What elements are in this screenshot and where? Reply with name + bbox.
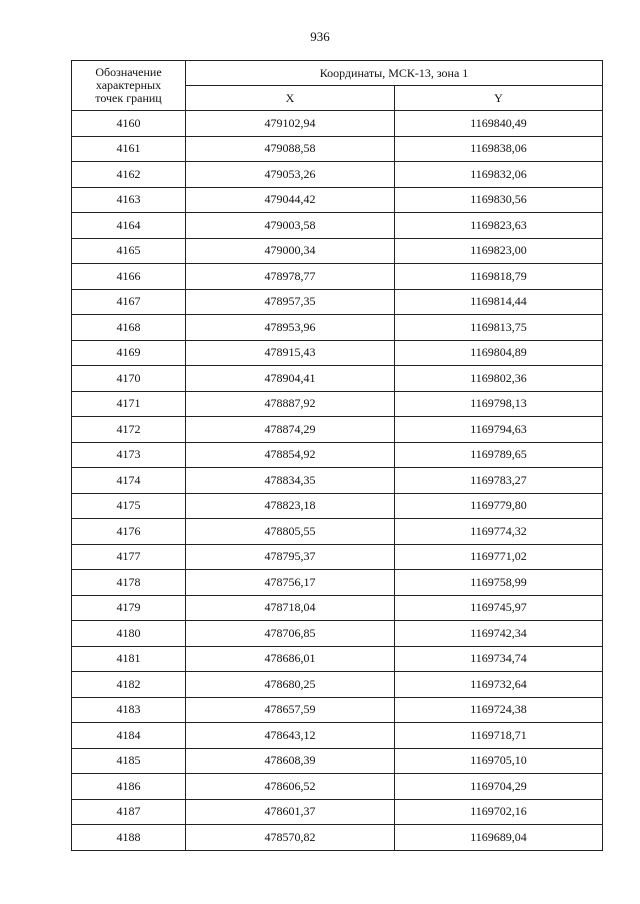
y-column-header: Y: [395, 86, 603, 111]
x-coordinate-cell: 479003,58: [186, 213, 395, 239]
x-coordinate-cell: 478795,37: [186, 544, 395, 570]
x-coordinate-cell: 478643,12: [186, 723, 395, 749]
table-row: [72, 238, 603, 264]
y-coordinate-cell: 1169779,80: [395, 493, 603, 519]
x-coordinate-cell: 478823,18: [186, 493, 395, 519]
point-id-cell: 4165: [72, 238, 186, 264]
x-coordinate-cell: 478904,41: [186, 366, 395, 392]
x-coordinate-cell: 478570,82: [186, 825, 395, 851]
x-coordinate-cell: 479044,42: [186, 187, 395, 213]
y-coordinate-cell: 1169724,38: [395, 697, 603, 723]
x-coordinate-cell: 478706,85: [186, 621, 395, 647]
point-id-cell: 4188: [72, 825, 186, 851]
point-id-cell: 4171: [72, 391, 186, 417]
point-id-cell: 4174: [72, 468, 186, 494]
y-coordinate-cell: 1169802,36: [395, 366, 603, 392]
point-id-cell: 4166: [72, 264, 186, 290]
y-coordinate-cell: 1169771,02: [395, 544, 603, 570]
point-id-cell: 4176: [72, 519, 186, 545]
x-coordinate-cell: 479102,94: [186, 111, 395, 137]
x-coordinate-cell: 479088,58: [186, 136, 395, 162]
table-row: [72, 442, 603, 468]
table-row: [72, 595, 603, 621]
point-id-cell: 4184: [72, 723, 186, 749]
point-id-cell: 4172: [72, 417, 186, 443]
y-coordinate-cell: 1169798,13: [395, 391, 603, 417]
x-coordinate-cell: 479000,34: [186, 238, 395, 264]
table-row: [72, 799, 603, 825]
table-row: [72, 621, 603, 647]
x-coordinate-cell: 478601,37: [186, 799, 395, 825]
y-coordinate-cell: 1169774,32: [395, 519, 603, 545]
point-id-cell: 4177: [72, 544, 186, 570]
table-row: [72, 162, 603, 188]
y-coordinate-cell: 1169794,63: [395, 417, 603, 443]
x-column-header: X: [186, 86, 395, 111]
x-coordinate-cell: 478657,59: [186, 697, 395, 723]
x-coordinate-cell: 478953,96: [186, 315, 395, 341]
point-id-cell: 4170: [72, 366, 186, 392]
y-coordinate-cell: 1169705,10: [395, 748, 603, 774]
table-row: [72, 519, 603, 545]
coordinates-table: [71, 60, 603, 851]
table-row: [72, 570, 603, 596]
y-coordinate-cell: 1169689,04: [395, 825, 603, 851]
point-header-line-1: Обозначение: [95, 65, 162, 79]
point-id-cell: 4183: [72, 697, 186, 723]
x-coordinate-cell: 478854,92: [186, 442, 395, 468]
point-header-line-3: точек границ: [95, 91, 162, 105]
table-row: [72, 417, 603, 443]
point-id-cell: 4169: [72, 340, 186, 366]
point-id-cell: 4185: [72, 748, 186, 774]
point-id-cell: 4168: [72, 315, 186, 341]
point-id-cell: 4167: [72, 289, 186, 315]
y-coordinate-cell: 1169830,56: [395, 187, 603, 213]
y-coordinate-cell: 1169732,64: [395, 672, 603, 698]
x-coordinate-cell: 478756,17: [186, 570, 395, 596]
table-row: [72, 672, 603, 698]
y-coordinate-cell: 1169702,16: [395, 799, 603, 825]
y-coordinate-cell: 1169742,34: [395, 621, 603, 647]
y-coordinate-cell: 1169823,63: [395, 213, 603, 239]
table-row: [72, 264, 603, 290]
y-coordinate-cell: 1169818,79: [395, 264, 603, 290]
point-id-cell: 4161: [72, 136, 186, 162]
x-coordinate-cell: 478957,35: [186, 289, 395, 315]
y-coordinate-cell: 1169745,97: [395, 595, 603, 621]
y-coordinate-cell: 1169838,06: [395, 136, 603, 162]
y-coordinate-cell: 1169734,74: [395, 646, 603, 672]
y-coordinate-cell: 1169804,89: [395, 340, 603, 366]
x-coordinate-cell: 478686,01: [186, 646, 395, 672]
point-id-cell: 4182: [72, 672, 186, 698]
point-id-cell: 4163: [72, 187, 186, 213]
point-id-cell: 4180: [72, 621, 186, 647]
point-id-cell: 4160: [72, 111, 186, 137]
y-coordinate-cell: 1169718,71: [395, 723, 603, 749]
table-row: [72, 289, 603, 315]
point-id-cell: 4164: [72, 213, 186, 239]
x-coordinate-cell: 478805,55: [186, 519, 395, 545]
table-row: [72, 391, 603, 417]
table-row: [72, 493, 603, 519]
x-coordinate-cell: 478606,52: [186, 774, 395, 800]
table-row: [72, 646, 603, 672]
x-coordinate-cell: 478680,25: [186, 672, 395, 698]
point-designation-header: [72, 61, 186, 111]
y-coordinate-cell: 1169823,00: [395, 238, 603, 264]
y-coordinate-cell: 1169840,49: [395, 111, 603, 137]
y-coordinate-cell: 1169704,29: [395, 774, 603, 800]
table-row: [72, 187, 603, 213]
table-row: [72, 825, 603, 851]
y-coordinate-cell: 1169832,06: [395, 162, 603, 188]
point-id-cell: 4186: [72, 774, 186, 800]
x-coordinate-cell: 478718,04: [186, 595, 395, 621]
coordinates-group-header: Координаты, МСК-13, зона 1: [186, 61, 603, 86]
point-id-cell: 4179: [72, 595, 186, 621]
table-row: [72, 136, 603, 162]
y-coordinate-cell: 1169783,27: [395, 468, 603, 494]
point-id-cell: 4162: [72, 162, 186, 188]
point-header-line-2: характерных: [95, 78, 162, 92]
x-coordinate-cell: 478834,35: [186, 468, 395, 494]
point-id-cell: 4181: [72, 646, 186, 672]
point-id-cell: 4175: [72, 493, 186, 519]
table-row: [72, 366, 603, 392]
y-coordinate-cell: 1169813,75: [395, 315, 603, 341]
x-coordinate-cell: 478887,92: [186, 391, 395, 417]
table-row: [72, 697, 603, 723]
y-coordinate-cell: 1169758,99: [395, 570, 603, 596]
table-body: [72, 111, 603, 851]
table-row: [72, 544, 603, 570]
y-coordinate-cell: 1169789,65: [395, 442, 603, 468]
page-number: 936: [310, 29, 330, 44]
x-coordinate-cell: 479053,26: [186, 162, 395, 188]
x-coordinate-cell: 478874,29: [186, 417, 395, 443]
x-coordinate-cell: 478978,77: [186, 264, 395, 290]
table-row: [72, 340, 603, 366]
x-coordinate-cell: 478608,39: [186, 748, 395, 774]
table-row: [72, 748, 603, 774]
point-id-cell: 4173: [72, 442, 186, 468]
table-row: [72, 111, 603, 137]
table-header: [72, 61, 603, 111]
table-row: [72, 723, 603, 749]
table-row: [72, 213, 603, 239]
x-coordinate-cell: 478915,43: [186, 340, 395, 366]
table-row: [72, 315, 603, 341]
table-row: [72, 774, 603, 800]
y-coordinate-cell: 1169814,44: [395, 289, 603, 315]
point-id-cell: 4178: [72, 570, 186, 596]
table-row: [72, 468, 603, 494]
point-id-cell: 4187: [72, 799, 186, 825]
